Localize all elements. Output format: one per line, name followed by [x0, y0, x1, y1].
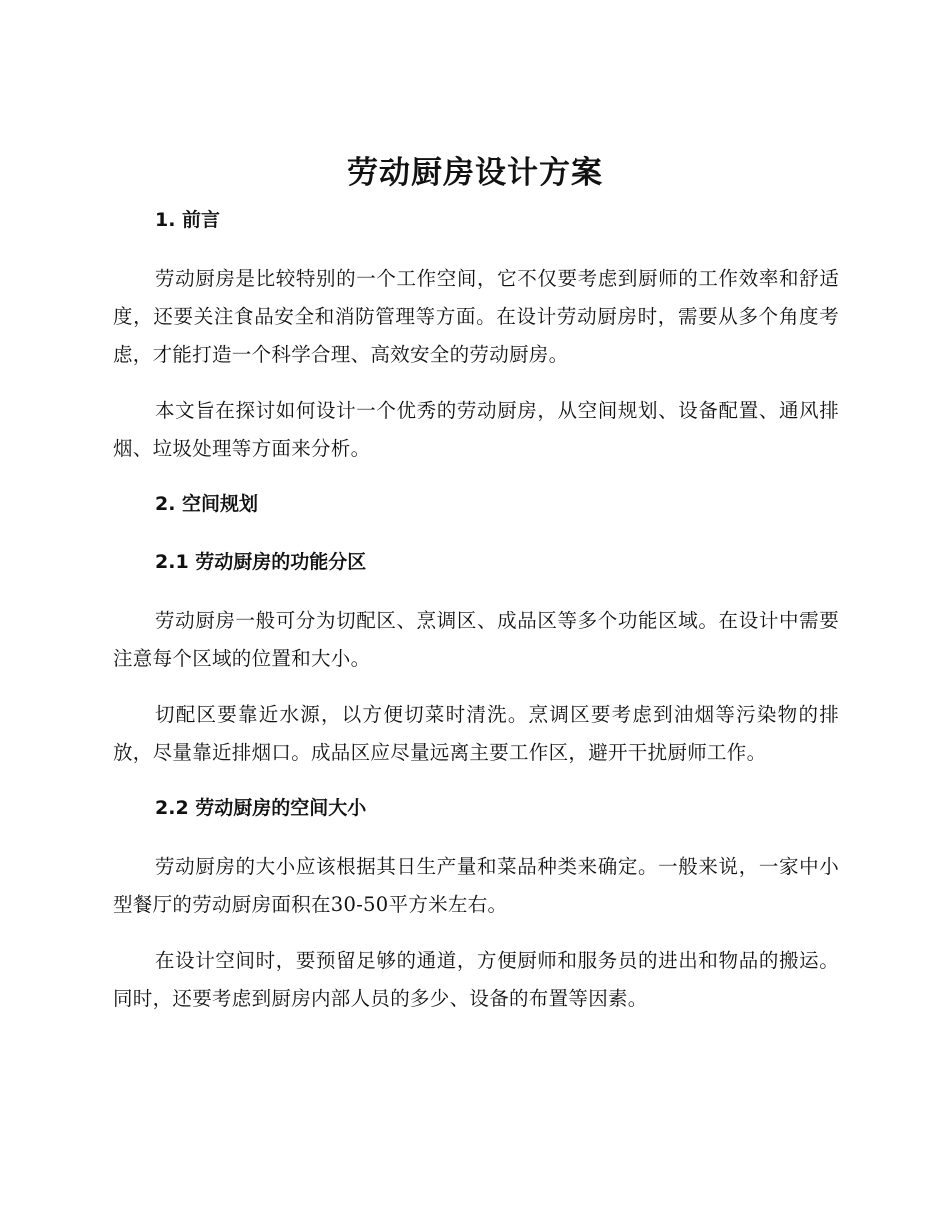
section-heading-functional-zones: 2.1 劳动厨房的功能分区: [155, 551, 367, 573]
paragraph: 劳动厨房的大小应该根据其日生产量和菜品种类来确定。一般来说，一家中小型餐厅的劳动厨房面积在30-50平方米左右。: [113, 855, 839, 916]
section-heading-preface: 1. 前言: [155, 209, 221, 231]
document-body: [113, 202, 839, 1036]
section-heading-space-planning: 2. 空间规划: [155, 493, 259, 515]
document-title: 劳动厨房设计方案: [347, 155, 603, 191]
paragraph: 劳动厨房一般可分为切配区、烹调区、成品区等多个功能区域。在设计中需要注意每个区域的位置和大小。: [113, 609, 839, 670]
paragraph: 在设计空间时，要预留足够的通道，方便厨师和服务员的进出和物品的搬运。同时，还要考虑到厨房内部人员的多少、设备的布置等因素。: [113, 949, 839, 1010]
paragraph: 劳动厨房是比较特别的一个工作空间，它不仅要考虑到厨师的工作效率和舒适度，还要关注食品安全和消防管理等方面。在设计劳动厨房时，需要从多个角度考虑，才能打造一个科学合理、高效安全的劳动厨房。: [113, 267, 839, 366]
paragraph: 本文旨在探讨如何设计一个优秀的劳动厨房，从空间规划、设备配置、通风排烟、垃圾处理等方面来分析。: [113, 399, 839, 460]
paragraph: 切配区要靠近水源，以方便切菜时清洗。烹调区要考虑到油烟等污染物的排放，尽量靠近排烟口。成品区应尽量远离主要工作区，避开干扰厨师工作。: [113, 703, 839, 764]
section-heading-space-size: 2.2 劳动厨房的空间大小: [155, 797, 367, 819]
